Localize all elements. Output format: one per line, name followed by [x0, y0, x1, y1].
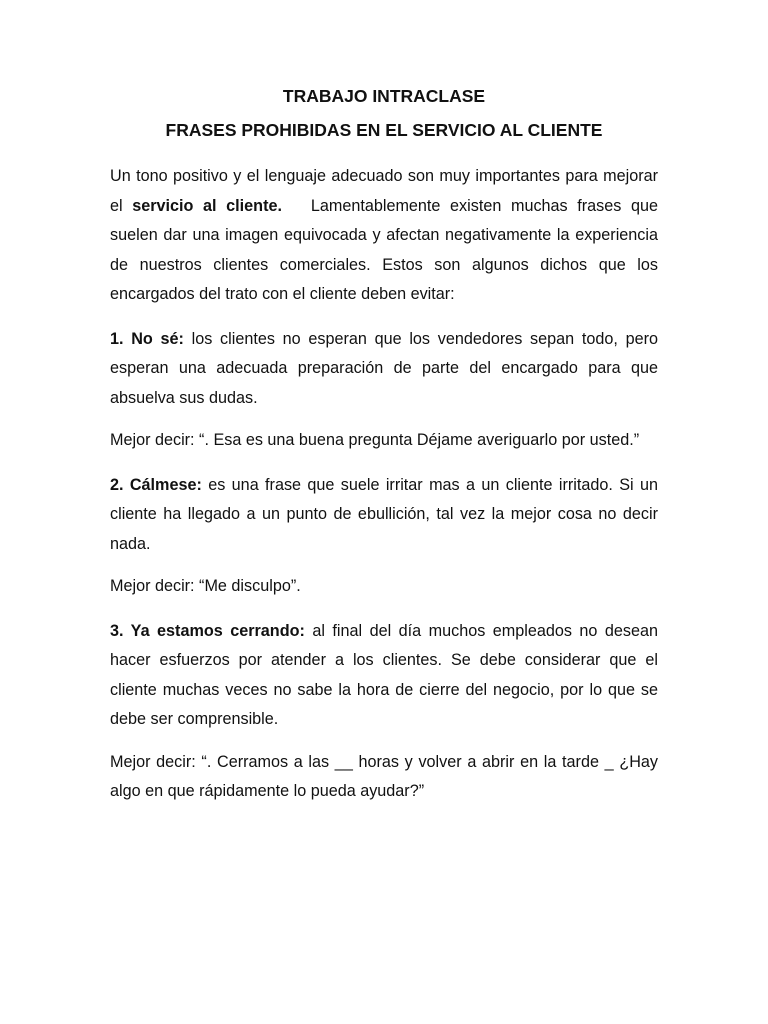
intro-paragraph	[110, 162, 663, 310]
item-3-paragraph	[110, 617, 658, 735]
document-page	[110, 84, 663, 807]
item-1-paragraph	[110, 325, 658, 414]
item-3-better: Mejor decir: “. Cerramos a las __ horas y volver a abrir en la tarde _ ¿Hay algo en que rápidamente lo pueda ayudar?”	[110, 752, 658, 800]
item-3-heading: 3. Ya estamos cerrando:	[110, 621, 305, 640]
intro-text-end: Lamentablemente existen muchas frases que suelen dar una imagen equivocada y afectan negativamente la experiencia de nuestros clientes comerciales. Estos son algunos dichos que los encargados del trato con el cliente deben evitar:	[110, 196, 663, 303]
item-3-text: al final del día muchos empleados no desean hacer esfuerzos por atender a los clientes. Se debe considerar que el cliente muchas veces no sabe la hora de cierre del negocio, por lo que se debe ser comprensible.	[110, 621, 658, 728]
document-subtitle: FRASES PROHIBIDAS EN EL SERVICIO AL CLIENTE	[165, 120, 603, 140]
item-1-better: Mejor decir: “. Esa es una buena pregunta Déjame averiguarlo por usted.”	[110, 431, 640, 449]
item-1-heading: 1. No sé:	[110, 329, 184, 348]
intro-bold-term: servicio al cliente.	[132, 196, 282, 215]
item-1-text: los clientes no esperan que los vendedores sepan todo, pero esperan una adecuada preparación de parte del encargado para que absuelva sus dudas.	[110, 329, 658, 407]
item-2-text: es una frase que suele irritar mas a un cliente irritado. Si un cliente ha llegado a un punto de ebullición, tal vez la mejor cosa no decir nada.	[110, 475, 659, 553]
item-2-heading: 2. Cálmese:	[110, 475, 202, 494]
intro-text-start: Un tono positivo y el lenguaje adecuado son muy importantes para mejorar el	[110, 167, 658, 215]
item-2-paragraph	[110, 471, 658, 560]
item-2-better: Mejor decir: “Me disculpo”.	[110, 577, 301, 595]
document-title: TRABAJO INTRACLASE	[282, 86, 486, 106]
